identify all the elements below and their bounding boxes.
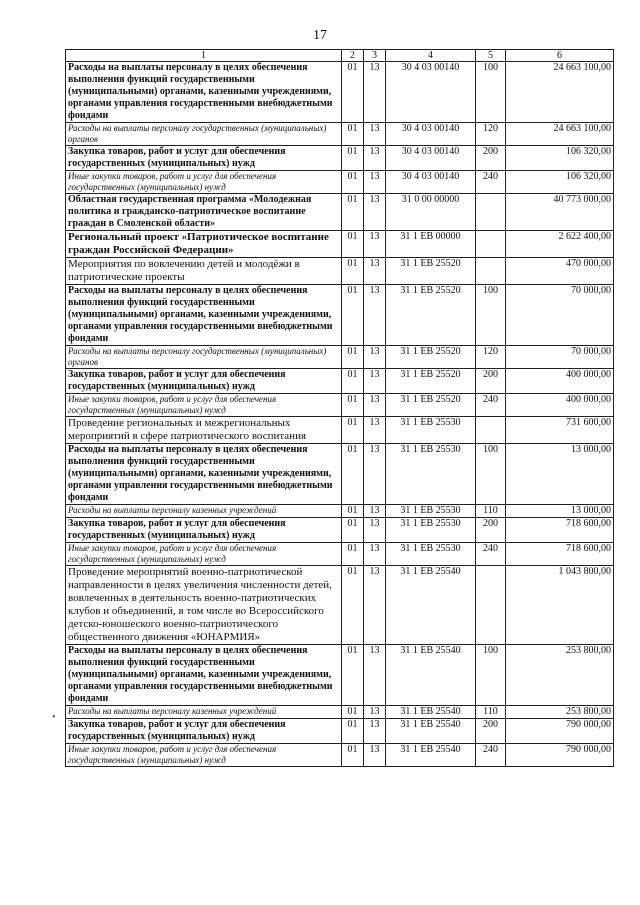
section-code-cell: 01 xyxy=(342,194,364,231)
row-name-cell: Расходы на выплаты персоналу государственных (муниципальных) органов xyxy=(66,123,342,146)
amount-cell: 70 000,00 xyxy=(506,285,614,346)
subsection-code-cell: 13 xyxy=(364,171,386,194)
row-name-cell: Расходы на выплаты персоналу казенных учреждений xyxy=(66,505,342,518)
subsection-code-cell: 13 xyxy=(364,123,386,146)
section-code-cell: 01 xyxy=(342,744,364,767)
target-article-cell: 31 1 EB 25530 xyxy=(386,543,476,566)
section-code-cell: 01 xyxy=(342,719,364,744)
subsection-code-cell: 13 xyxy=(364,394,386,417)
subsection-code-cell: 13 xyxy=(364,706,386,719)
header-cell-4: 4 xyxy=(386,50,476,62)
section-code-cell: 01 xyxy=(342,369,364,394)
amount-cell: 24 663 100,00 xyxy=(506,62,614,123)
subsection-code-cell: 13 xyxy=(364,518,386,543)
table-row xyxy=(66,123,614,146)
table-row xyxy=(66,258,614,285)
row-name-cell: Проведение мероприятий военно-патриотической направленности в целях увеличения численности детей, вовлеченных в деятельность военно-патриотических клубов и объединений, в том числе во Всероссийского детско-юношеского военно-патриотического общественного движения «ЮНАРМИЯ» xyxy=(66,566,342,645)
amount-cell: 106 320,00 xyxy=(506,171,614,194)
target-article-cell: 31 1 EB 25520 xyxy=(386,394,476,417)
target-article-cell: 30 4 03 00140 xyxy=(386,123,476,146)
row-name-cell: Расходы на выплаты персоналу в целях обеспечения выполнения функций государственными (муниципальными) органами, казенными учреждениями, органами управления государственными внебюджетными фондами xyxy=(66,645,342,706)
subsection-code-cell: 13 xyxy=(364,231,386,258)
table-row xyxy=(66,285,614,346)
section-code-cell: 01 xyxy=(342,258,364,285)
row-name-cell: Мероприятия по вовлечению детей и молодёжи в патриотические проекты xyxy=(66,258,342,285)
expense-type-cell xyxy=(476,258,506,285)
subsection-code-cell: 13 xyxy=(364,719,386,744)
table-row xyxy=(66,417,614,444)
expense-type-cell: 110 xyxy=(476,505,506,518)
row-name-cell: Иные закупки товаров, работ и услуг для обеспечения государственных (муниципальных) нужд xyxy=(66,394,342,417)
subsection-code-cell: 13 xyxy=(364,194,386,231)
subsection-code-cell: 13 xyxy=(364,258,386,285)
table-row xyxy=(66,444,614,505)
subsection-code-cell: 13 xyxy=(364,417,386,444)
target-article-cell: 31 0 00 00000 xyxy=(386,194,476,231)
expense-type-cell: 100 xyxy=(476,62,506,123)
budget-table xyxy=(65,49,614,767)
section-code-cell: 01 xyxy=(342,123,364,146)
table-row xyxy=(66,146,614,171)
expense-type-cell: 200 xyxy=(476,369,506,394)
section-code-cell: 01 xyxy=(342,518,364,543)
table-row xyxy=(66,645,614,706)
header-row xyxy=(66,50,614,62)
row-name-cell: Расходы на выплаты персоналу в целях обеспечения выполнения функций государственными (муниципальными) органами, казенными учреждениями, органами управления государственными внебюджетными фондами xyxy=(66,62,342,123)
row-name-cell: Закупка товаров, работ и услуг для обеспечения государственных (муниципальных) нужд xyxy=(66,719,342,744)
amount-cell: 731 600,00 xyxy=(506,417,614,444)
amount-cell: 790 000,00 xyxy=(506,719,614,744)
expense-type-cell xyxy=(476,194,506,231)
section-code-cell: 01 xyxy=(342,146,364,171)
expense-type-cell xyxy=(476,231,506,258)
amount-cell: 13 000,00 xyxy=(506,444,614,505)
row-name-cell: Областная государственная программа «Молодежная политика и гражданско-патриотическое воспитание граждан в Смоленской области» xyxy=(66,194,342,231)
section-code-cell: 01 xyxy=(342,231,364,258)
target-article-cell: 30 4 03 00140 xyxy=(386,146,476,171)
amount-cell: 253 800,00 xyxy=(506,645,614,706)
target-article-cell: 30 4 03 00140 xyxy=(386,62,476,123)
header-cell-2: 2 xyxy=(342,50,364,62)
target-article-cell: 31 1 EB 25540 xyxy=(386,744,476,767)
amount-cell: 1 043 800,00 xyxy=(506,566,614,645)
expense-type-cell: 240 xyxy=(476,171,506,194)
margin-mark: • xyxy=(52,712,56,723)
target-article-cell: 31 1 EB 25520 xyxy=(386,285,476,346)
expense-type-cell: 100 xyxy=(476,444,506,505)
subsection-code-cell: 13 xyxy=(364,566,386,645)
table-row xyxy=(66,194,614,231)
table-row xyxy=(66,231,614,258)
table-row xyxy=(66,346,614,369)
target-article-cell: 31 1 EB 25530 xyxy=(386,417,476,444)
expense-type-cell: 100 xyxy=(476,285,506,346)
subsection-code-cell: 13 xyxy=(364,645,386,706)
amount-cell: 24 663 100,00 xyxy=(506,123,614,146)
table-row xyxy=(66,566,614,645)
target-article-cell: 31 1 EB 25520 xyxy=(386,258,476,285)
budget-table-body xyxy=(66,50,614,767)
subsection-code-cell: 13 xyxy=(364,543,386,566)
target-article-cell: 31 1 EB 00000 xyxy=(386,231,476,258)
row-name-cell: Иные закупки товаров, работ и услуг для обеспечения государственных (муниципальных) нужд xyxy=(66,744,342,767)
amount-cell: 253 800,00 xyxy=(506,706,614,719)
row-name-cell: Закупка товаров, работ и услуг для обеспечения государственных (муниципальных) нужд xyxy=(66,146,342,171)
amount-cell: 718 600,00 xyxy=(506,518,614,543)
section-code-cell: 01 xyxy=(342,543,364,566)
expense-type-cell: 120 xyxy=(476,123,506,146)
target-article-cell: 31 1 EB 25530 xyxy=(386,518,476,543)
section-code-cell: 01 xyxy=(342,706,364,719)
expense-type-cell: 120 xyxy=(476,346,506,369)
table-row xyxy=(66,369,614,394)
expense-type-cell: 240 xyxy=(476,744,506,767)
row-name-cell: Региональный проект «Патриотическое воспитание граждан Российской Федерации» xyxy=(66,231,342,258)
amount-cell: 400 000,00 xyxy=(506,369,614,394)
table-row xyxy=(66,706,614,719)
amount-cell: 790 000,00 xyxy=(506,744,614,767)
expense-type-cell xyxy=(476,417,506,444)
row-name-cell: Закупка товаров, работ и услуг для обеспечения государственных (муниципальных) нужд xyxy=(66,518,342,543)
target-article-cell: 31 1 EB 25520 xyxy=(386,346,476,369)
subsection-code-cell: 13 xyxy=(364,285,386,346)
table-row xyxy=(66,543,614,566)
section-code-cell: 01 xyxy=(342,645,364,706)
amount-cell: 13 000,00 xyxy=(506,505,614,518)
row-name-cell: Расходы на выплаты персоналу в целях обеспечения выполнения функций государственными (муниципальными) органами, казенными учреждениями, органами управления государственными внебюджетными фондами xyxy=(66,285,342,346)
table-row xyxy=(66,171,614,194)
expense-type-cell: 200 xyxy=(476,146,506,171)
table-row xyxy=(66,505,614,518)
table-row xyxy=(66,518,614,543)
subsection-code-cell: 13 xyxy=(364,62,386,123)
target-article-cell: 31 1 EB 25520 xyxy=(386,369,476,394)
header-cell-5: 5 xyxy=(476,50,506,62)
subsection-code-cell: 13 xyxy=(364,346,386,369)
row-name-cell: Проведение региональных и межрегиональных мероприятий в сфере патриотического воспитания xyxy=(66,417,342,444)
expense-type-cell: 200 xyxy=(476,518,506,543)
target-article-cell: 31 1 EB 25540 xyxy=(386,566,476,645)
header-cell-6: 6 xyxy=(506,50,614,62)
section-code-cell: 01 xyxy=(342,171,364,194)
section-code-cell: 01 xyxy=(342,444,364,505)
page-number: 17 xyxy=(313,28,327,43)
section-code-cell: 01 xyxy=(342,346,364,369)
row-name-cell: Расходы на выплаты персоналу государственных (муниципальных) органов xyxy=(66,346,342,369)
expense-type-cell: 200 xyxy=(476,719,506,744)
expense-type-cell: 240 xyxy=(476,543,506,566)
expense-type-cell: 110 xyxy=(476,706,506,719)
row-name-cell: Расходы на выплаты персоналу в целях обеспечения выполнения функций государственными (муниципальными) органами, казенными учреждениями, органами управления государственными внебюджетными фондами xyxy=(66,444,342,505)
target-article-cell: 31 1 EB 25530 xyxy=(386,444,476,505)
row-name-cell: Иные закупки товаров, работ и услуг для обеспечения государственных (муниципальных) нужд xyxy=(66,171,342,194)
table-row xyxy=(66,719,614,744)
amount-cell: 718 600,00 xyxy=(506,543,614,566)
section-code-cell: 01 xyxy=(342,417,364,444)
table-row xyxy=(66,394,614,417)
target-article-cell: 31 1 EB 25540 xyxy=(386,719,476,744)
header-cell-1: 1 xyxy=(66,50,342,62)
amount-cell: 2 622 400,00 xyxy=(506,231,614,258)
table-row xyxy=(66,744,614,767)
section-code-cell: 01 xyxy=(342,62,364,123)
amount-cell: 70 000,00 xyxy=(506,346,614,369)
target-article-cell: 31 1 EB 25540 xyxy=(386,706,476,719)
subsection-code-cell: 13 xyxy=(364,744,386,767)
amount-cell: 106 320,00 xyxy=(506,146,614,171)
section-code-cell: 01 xyxy=(342,285,364,346)
subsection-code-cell: 13 xyxy=(364,505,386,518)
subsection-code-cell: 13 xyxy=(364,369,386,394)
amount-cell: 40 773 000,00 xyxy=(506,194,614,231)
row-name-cell: Расходы на выплаты персоналу казенных учреждений xyxy=(66,706,342,719)
target-article-cell: 30 4 03 00140 xyxy=(386,171,476,194)
amount-cell: 470 000,00 xyxy=(506,258,614,285)
section-code-cell: 01 xyxy=(342,505,364,518)
expense-type-cell xyxy=(476,566,506,645)
header-cell-3: 3 xyxy=(364,50,386,62)
subsection-code-cell: 13 xyxy=(364,444,386,505)
amount-cell: 400 000,00 xyxy=(506,394,614,417)
row-name-cell: Иные закупки товаров, работ и услуг для обеспечения государственных (муниципальных) нужд xyxy=(66,543,342,566)
section-code-cell: 01 xyxy=(342,566,364,645)
expense-type-cell: 240 xyxy=(476,394,506,417)
row-name-cell: Закупка товаров, работ и услуг для обеспечения государственных (муниципальных) нужд xyxy=(66,369,342,394)
expense-type-cell: 100 xyxy=(476,645,506,706)
section-code-cell: 01 xyxy=(342,394,364,417)
table-row xyxy=(66,62,614,123)
target-article-cell: 31 1 EB 25530 xyxy=(386,505,476,518)
subsection-code-cell: 13 xyxy=(364,146,386,171)
target-article-cell: 31 1 EB 25540 xyxy=(386,645,476,706)
